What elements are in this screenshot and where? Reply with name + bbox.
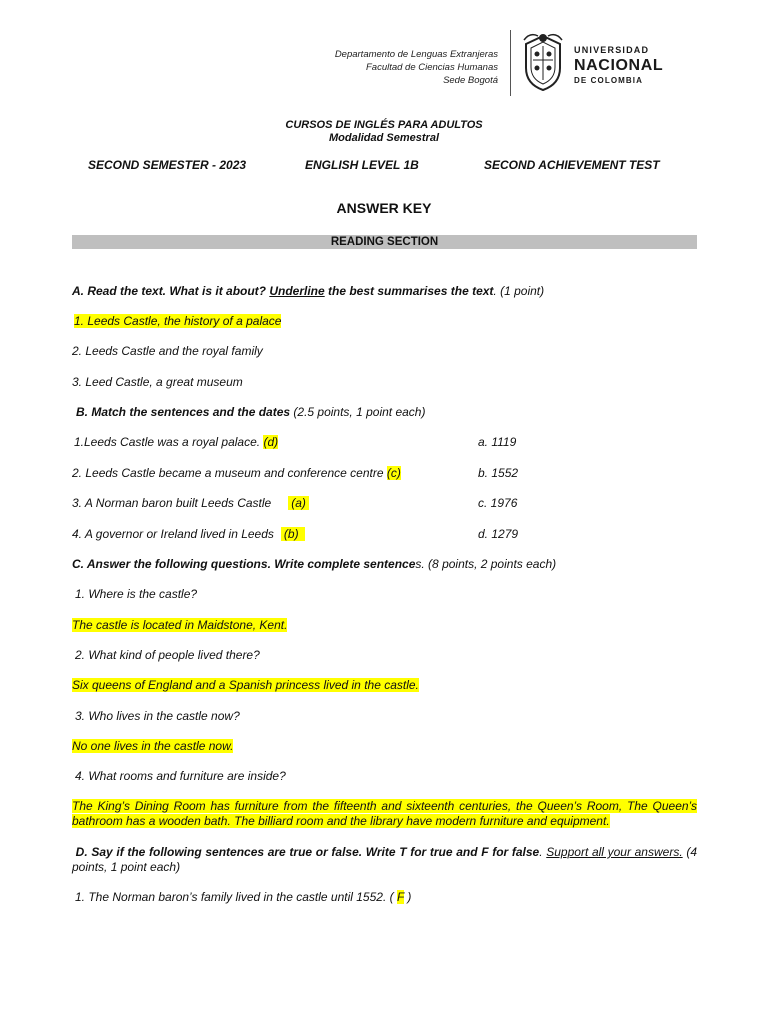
- qa-text: the best summarises the text: [324, 284, 494, 298]
- match-text: 3. A Norman baron built Leeds Castle: [72, 496, 288, 510]
- answer-text: The King’s Dining Room has furniture from the fifteenth and sixteenth centuries, the Queen’s Room, The Queen’s bathroom has a wooden bath. The billiard room and the library have modern furniture and equipment.: [72, 799, 697, 828]
- match-item-3: [72, 496, 309, 510]
- logo-line: UNIVERSIDAD: [574, 45, 650, 55]
- date-b: b. 1552: [478, 466, 519, 480]
- match-item-1: [74, 435, 278, 449]
- c-question-3: 3. Who lives in the castle now?: [75, 709, 240, 723]
- course-mode: Modalidad Semestral: [328, 132, 440, 144]
- answer-key-title: ANSWER KEY: [336, 200, 432, 216]
- level-label: ENGLISH LEVEL 1B: [305, 158, 419, 172]
- option-a1: [74, 314, 281, 328]
- university-seal-icon: [520, 30, 566, 92]
- c-answer-3: [72, 739, 233, 753]
- c-question-1: 1. Where is the castle?: [75, 587, 198, 601]
- dept-line: Sede Bogotá: [443, 75, 498, 86]
- qd-underline: Support all your answers.: [546, 845, 683, 859]
- c-answer-4: [72, 799, 697, 829]
- date-c: c. 1976: [478, 496, 518, 510]
- option-a3: 3. Leed Castle, a great museum: [72, 375, 243, 389]
- logo-line: DE COLOMBIA: [574, 76, 643, 85]
- date-a: a. 1119: [478, 435, 517, 449]
- c-answer-2: [72, 678, 419, 692]
- department-info: [335, 48, 498, 87]
- qa-text: A. Read the text. What is it about?: [72, 284, 270, 298]
- qb-text: B. Match the sentences and the dates: [76, 405, 291, 419]
- match-text: 1.Leeds Castle was a royal palace.: [74, 435, 264, 449]
- qd-punct: .: [539, 845, 547, 859]
- question-b: [76, 405, 425, 419]
- qa-underline: Underline: [269, 284, 325, 298]
- match-item-4: [72, 527, 305, 541]
- semester-label: SECOND SEMESTER - 2023: [88, 158, 247, 172]
- match-answer: (b): [280, 527, 306, 541]
- d-item-close: ): [404, 890, 412, 904]
- dept-line: Facultad de Ciencias Humanas: [365, 62, 498, 73]
- answer-text: Six queens of England and a Spanish princess lived in the castle.: [72, 678, 419, 692]
- question-a: [72, 284, 544, 298]
- option-a2: 2. Leeds Castle and the royal family: [72, 344, 263, 358]
- qa-points: . (1 point): [493, 284, 545, 298]
- qc-text: C. Answer the following questions. Write complete sentence: [72, 557, 416, 571]
- dept-line: Departamento de Lenguas Extranjeras: [334, 49, 498, 60]
- answer-text: The castle is located in Maidstone, Kent.: [72, 618, 288, 632]
- match-text: 4. A governor or Ireland lived in Leeds: [72, 527, 281, 541]
- header-divider: [510, 30, 511, 96]
- d-item-text: 1. The Norman baron’s family lived in the castle until 1552. (: [75, 890, 397, 904]
- question-c: [72, 557, 556, 571]
- c-answer-1: [72, 618, 287, 632]
- reading-section-bar: READING SECTION: [72, 235, 697, 249]
- logo-line: NACIONAL: [574, 57, 664, 74]
- match-answer: (c): [386, 466, 401, 480]
- question-d: [72, 845, 697, 875]
- qb-points: (2.5 points, 1 point each): [290, 405, 426, 419]
- qc-points: s. (8 points, 2 points each): [415, 557, 557, 571]
- d-item-1: [75, 890, 411, 904]
- option-text: 1. Leeds Castle, the history of a palace: [74, 314, 282, 328]
- match-text: 2. Leeds Castle became a museum and conference centre: [72, 466, 387, 480]
- qd-text: D. Say if the following sentences are true or false. Write T for true and F for false: [75, 845, 540, 859]
- answer-text: No one lives in the castle now.: [72, 739, 234, 753]
- course-title: CURSOS DE INGLÉS PARA ADULTOS: [285, 119, 483, 131]
- university-logo-text: [574, 46, 663, 85]
- qd-points: (4 points, 1 point each): [72, 845, 697, 874]
- test-label: SECOND ACHIEVEMENT TEST: [484, 158, 660, 172]
- c-question-2: 2. What kind of people lived there?: [75, 648, 260, 662]
- c-question-4: 4. What rooms and furniture are inside?: [75, 769, 286, 783]
- match-item-2: [72, 466, 401, 480]
- d-item-answer: F: [396, 890, 405, 904]
- match-answer: (d): [263, 435, 279, 449]
- match-answer: (a): [287, 496, 310, 510]
- date-d: d. 1279: [478, 527, 519, 541]
